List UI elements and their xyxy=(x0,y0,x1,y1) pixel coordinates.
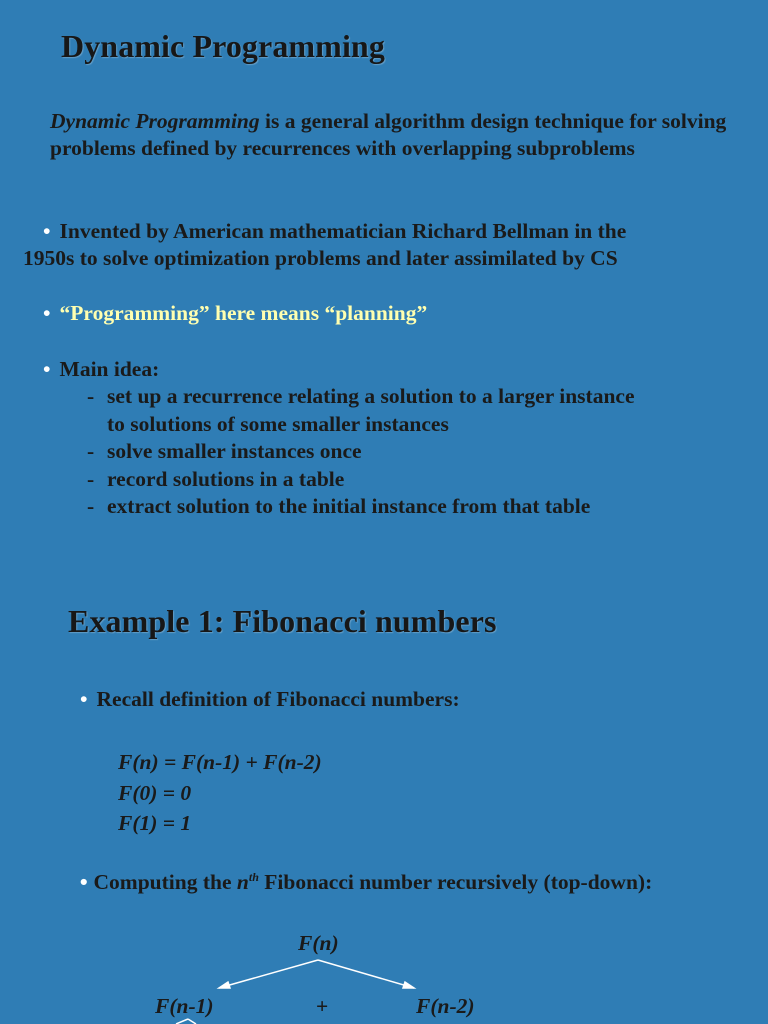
recursion-tree-edges xyxy=(0,920,768,1024)
bullet-text-cont: 1950s to solve optimization problems and later assimilated by CS xyxy=(23,246,618,270)
list-item-text: solve smaller instances once xyxy=(107,439,362,463)
formula-base-0: F(0) = 0 xyxy=(118,780,192,805)
intro-paragraph xyxy=(50,108,760,162)
formula-base-1: F(1) = 1 xyxy=(118,811,192,835)
bullet-text: Invented by American mathematician Richard Bellman in the xyxy=(59,219,627,243)
intro-term: Dynamic Programming xyxy=(50,109,260,133)
list-item xyxy=(87,466,635,494)
computing-n: n xyxy=(236,870,249,895)
bullet-icon: • xyxy=(43,301,51,325)
list-item-text: record solutions in a table xyxy=(107,466,345,491)
tree-edge-right xyxy=(318,960,414,988)
bullet-icon: • xyxy=(80,870,88,895)
tree-node-root: F(n) xyxy=(298,931,339,955)
computing-sup: th xyxy=(248,870,259,884)
tree-node-left: F(n-1) xyxy=(155,994,214,1018)
slide-title: Dynamic Programming xyxy=(61,28,385,64)
bullet-main-idea xyxy=(43,356,159,383)
bullet-bellman xyxy=(23,218,627,272)
main-idea-list xyxy=(87,383,635,521)
list-item xyxy=(87,383,635,411)
list-item-cont: to solutions of some smaller instances xyxy=(107,411,449,436)
list-item xyxy=(87,493,635,521)
bullet-programming-planning xyxy=(43,300,427,327)
bullet-icon: • xyxy=(80,687,88,711)
tree-edge-left xyxy=(219,960,318,988)
bullet-computing xyxy=(80,870,652,895)
formula-recurrence: F(n) = F(n-1) + F(n-2) xyxy=(118,750,322,774)
dash-icon: - xyxy=(87,439,95,463)
bullet-icon: • xyxy=(43,219,51,243)
bullet-recall xyxy=(80,686,460,713)
arrow-head-left xyxy=(219,982,230,988)
bullet-icon: • xyxy=(43,357,51,381)
dash-icon: - xyxy=(87,494,95,518)
dash-icon: - xyxy=(87,384,95,408)
list-item xyxy=(87,438,635,466)
computing-suffix: Fibonacci number recursively (top-down): xyxy=(258,870,653,895)
tree-edge-down-left xyxy=(176,1019,188,1024)
bullet-text: Recall definition of Fibonacci numbers: xyxy=(96,687,460,711)
bullet-text: “Programming” here means “planning” xyxy=(59,301,428,325)
fibonacci-definition xyxy=(118,747,322,839)
arrow-head-right xyxy=(403,982,414,988)
dash-icon: - xyxy=(87,466,95,491)
list-item-text: set up a recurrence relating a solution to a larger instance xyxy=(107,384,635,408)
slide-title-fibonacci: Example 1: Fibonacci numbers xyxy=(68,603,497,639)
tree-node-right: F(n-2) xyxy=(416,994,475,1018)
bullet-text: Main idea: xyxy=(59,357,160,381)
tree-plus: + xyxy=(316,994,329,1018)
computing-prefix: Computing the xyxy=(93,870,237,895)
list-item-text: extract solution to the initial instance from that table xyxy=(107,494,591,518)
tree-edge-down-right xyxy=(188,1019,196,1024)
intro-text: is a general algorithm design technique for solving problems defined by recurrences with overlapping subproblems xyxy=(50,109,727,160)
